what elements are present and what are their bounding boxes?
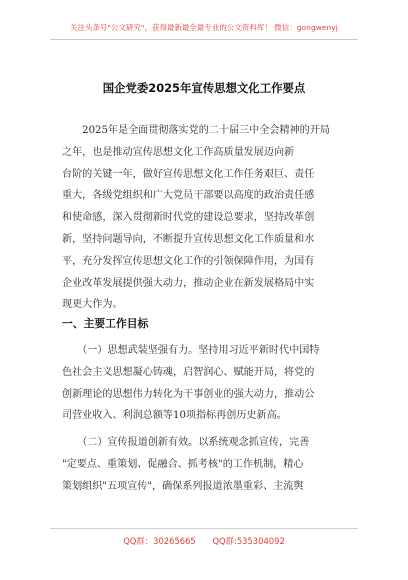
qq-group-1: QQ群：30265665 [123, 536, 196, 546]
section-heading: 一、主要工作目标 [62, 317, 149, 330]
intro-paragraph [62, 120, 360, 316]
text-line: 重大，各级党组织和广大党员干部要以高度的政治责任感 [62, 190, 315, 202]
text-line: 台阶的关键一年，做好宣传思想文化工作任务艰巨、责任 [62, 168, 315, 180]
text-line: 2025年是全面贯彻落实党的二十届三中全会精神的开局 [62, 125, 330, 136]
text-line: 创新理论的思想伟力转化为干事创业的强大动力，推动公 [62, 388, 315, 400]
text-line: 现更大作为。 [62, 299, 123, 311]
text-line: 色社会主义思想凝心铸魂，启智润心、赋能开局，将党的 [62, 366, 315, 378]
text-line: "定要点、重策划、促融合、抓考核"的工作机制，精心 [62, 458, 304, 470]
text-line: 平，充分发挥宣传思想文化工作的引领保障作用，为国有 [62, 255, 315, 267]
text-line: 策划组织"五项宣传"，确保系列报道浓墨重彩、主流舆 [62, 480, 304, 492]
paragraph-2 [62, 432, 360, 497]
header-divider [50, 39, 358, 40]
header-banner: 关注头条号"公文研究"，获得最新最全最专业的公文资料库！ 微信：gongwenyj [70, 23, 338, 32]
qq-group-2: QQ群:535304092 [212, 536, 285, 546]
text-line: 之年，也是推动宣传思想文化工作高质量发展迈向新 [62, 146, 295, 158]
text-line: （一）思想武装坚强有力。坚持用习近平新时代中国特 [62, 345, 320, 356]
text-line: 新，坚持问题导向，不断提升宣传思想文化工作质量和水 [62, 233, 315, 245]
footer-divider [50, 528, 358, 529]
text-line: （二）宣传报道创新有效。以系统观念抓宣传，完善 [62, 437, 310, 448]
text-line: 企业改革发展提供强大动力，推动企业在新发展格局中实 [62, 277, 315, 289]
document-title: 国企党委2025年宣传思想文化工作要点 [102, 81, 306, 95]
footer-contact [0, 535, 408, 547]
text-line: 和使命感，深入贯彻新时代党的建设总要求，坚持改革创 [62, 212, 315, 224]
paragraph-1 [62, 340, 360, 427]
text-line: 司营业收入、利润总额等10项指标再创历史新高。 [62, 410, 287, 422]
